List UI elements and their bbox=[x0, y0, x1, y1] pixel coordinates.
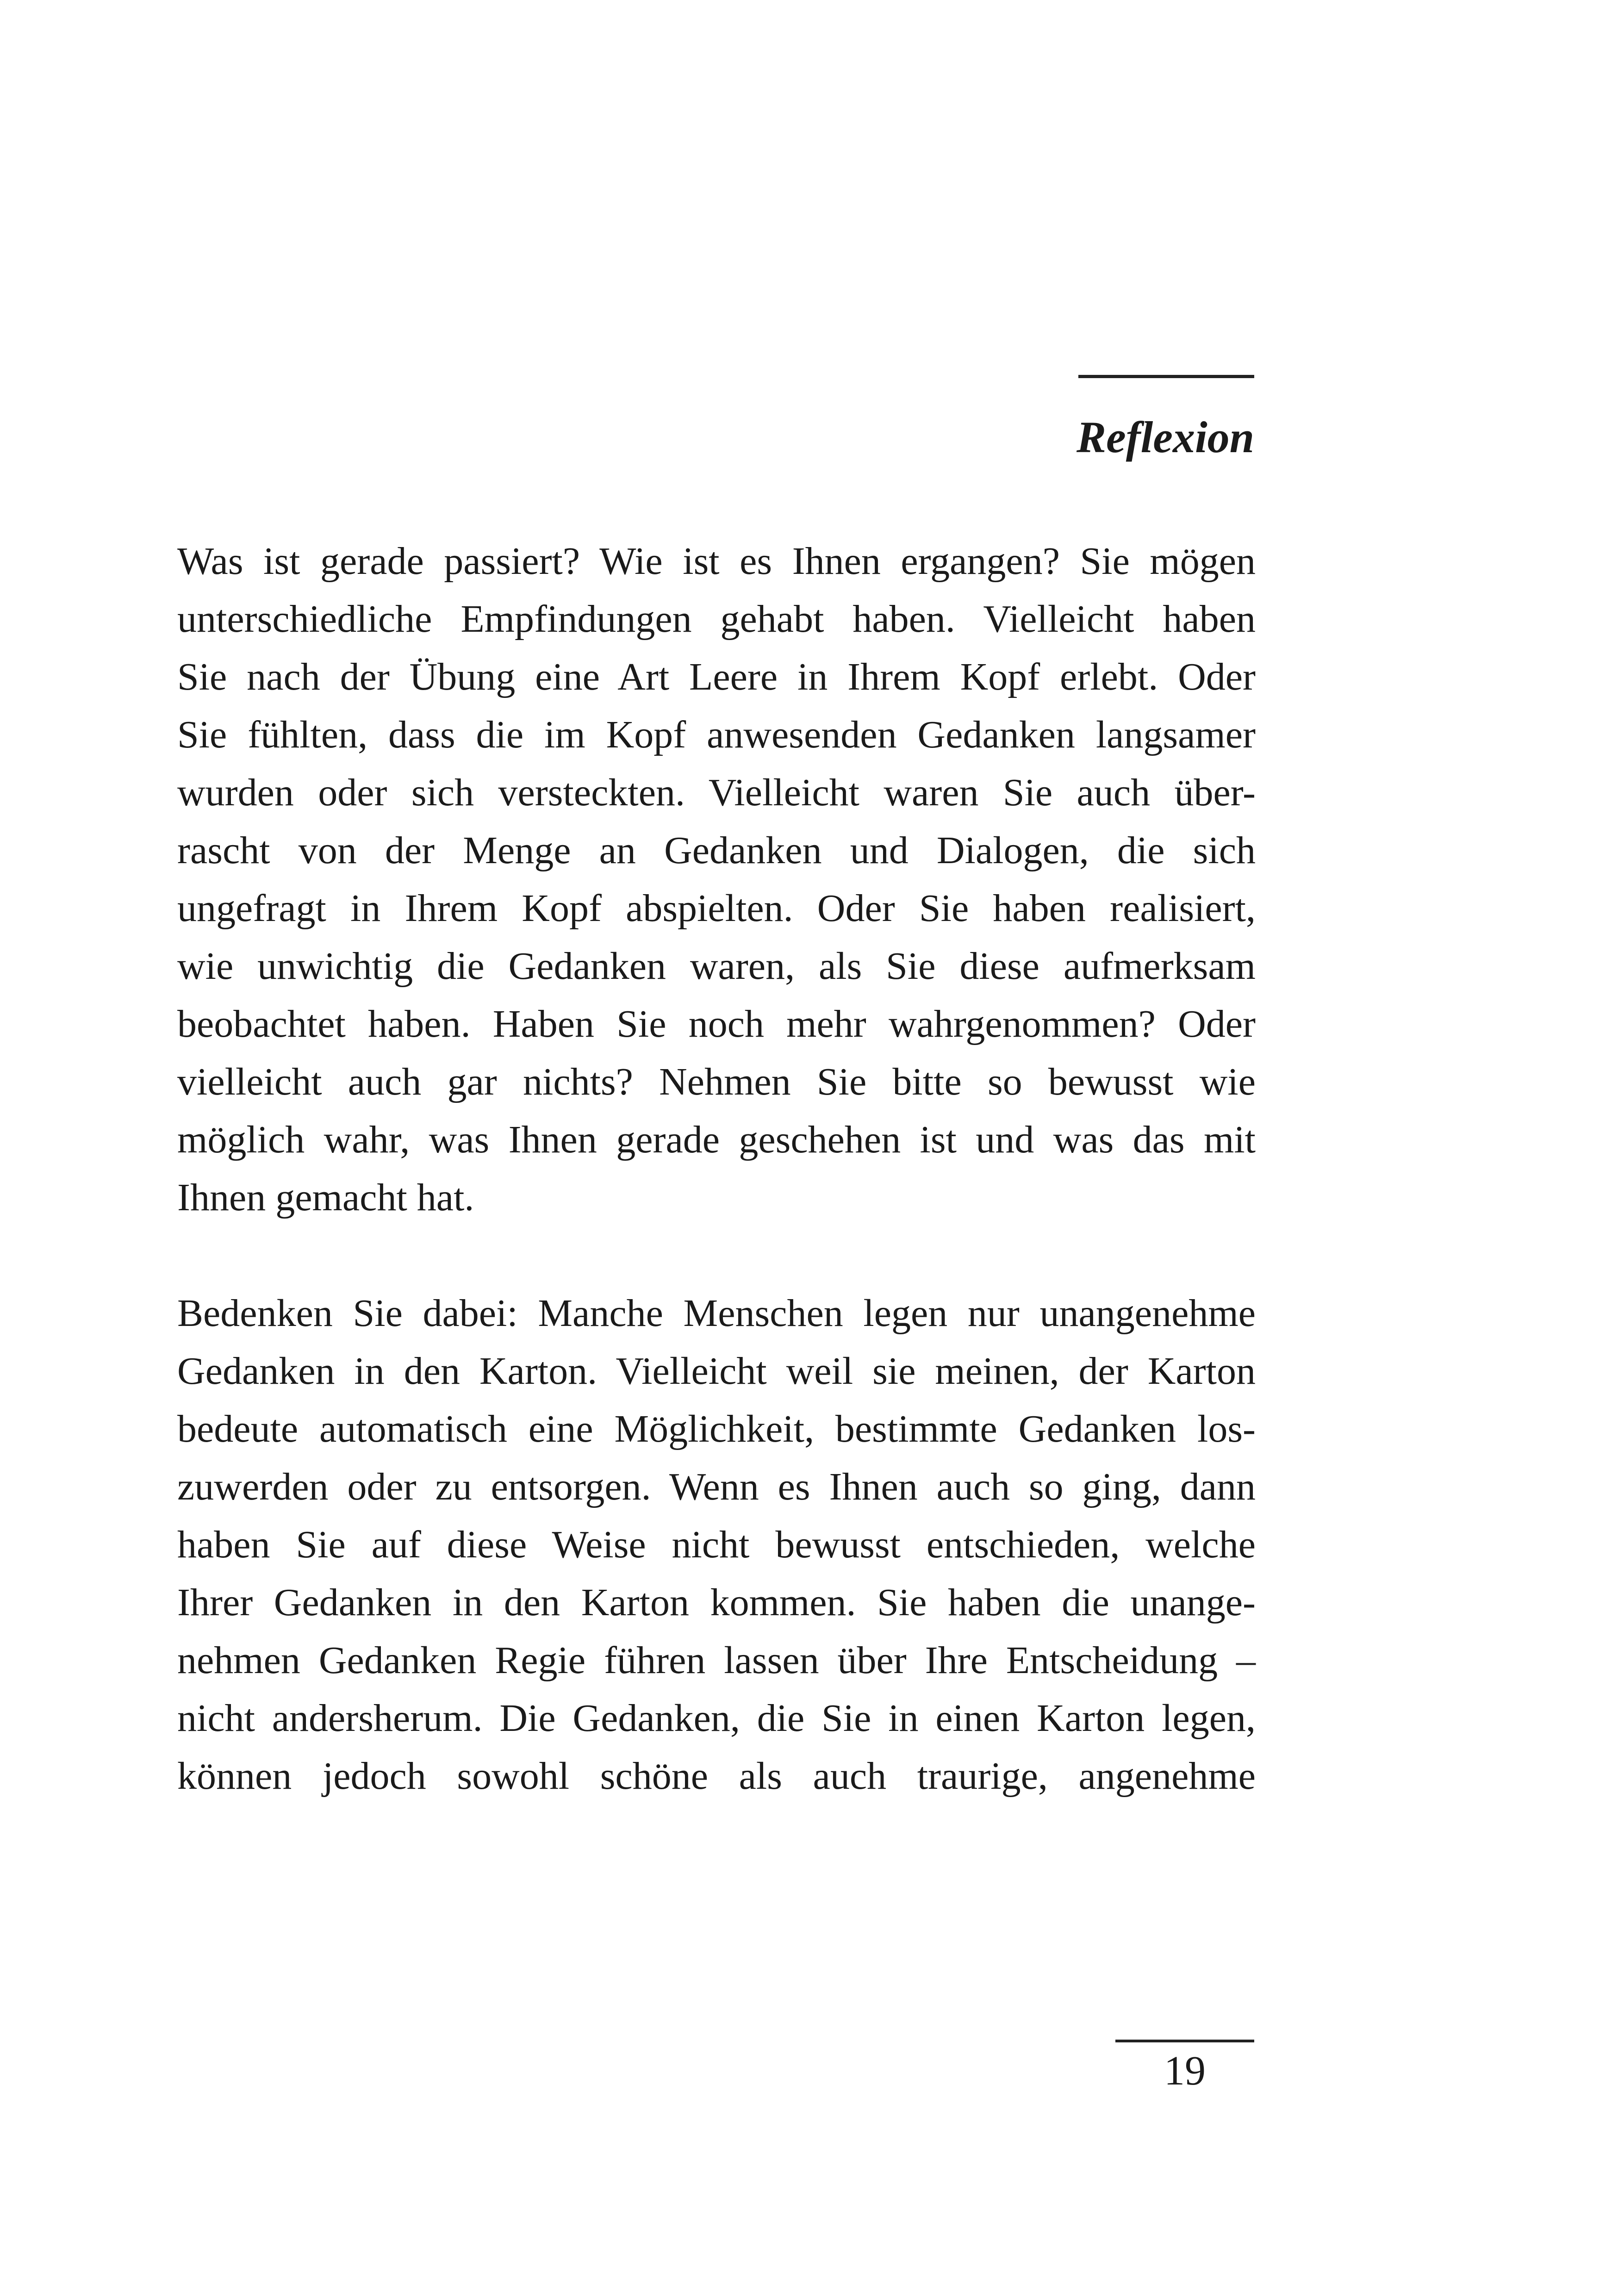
text-line: Gedanken in den Karton. Vielleicht weil sie meinen, der Karton bbox=[177, 1350, 1256, 1393]
paragraph-2 bbox=[177, 1284, 1256, 1805]
text-line: Was ist gerade passiert? Wie ist es Ihnen ergangen? Sie mögen bbox=[177, 540, 1256, 583]
page-number: 19 bbox=[1164, 2048, 1206, 2094]
text-line: Sie nach der Übung eine Art Leere in Ihrem Kopf erlebt. Oder bbox=[177, 655, 1256, 698]
text-line: nehmen Gedanken Regie führen lassen über Ihre Entscheidung – bbox=[177, 1639, 1256, 1682]
text-line: rascht von der Menge an Gedanken und Dialogen, die sich bbox=[177, 829, 1256, 872]
section-heading: Reflexion bbox=[1077, 412, 1254, 462]
text-line: nicht andersherum. Die Gedanken, die Sie in einen Karton legen, bbox=[177, 1697, 1256, 1740]
text-line: wurden oder sich versteckten. Vielleicht waren Sie auch über- bbox=[177, 771, 1256, 814]
text-line: haben Sie auf diese Weise nicht bewusst entschieden, welche bbox=[177, 1523, 1256, 1566]
heading-rule bbox=[1078, 375, 1254, 378]
text-line: möglich wahr, was Ihnen gerade geschehen ist und was das mit bbox=[177, 1118, 1256, 1161]
text-line: Ihrer Gedanken in den Karton kommen. Sie haben die unange- bbox=[177, 1581, 1256, 1624]
text-line: beobachtet haben. Haben Sie noch mehr wahrgenommen? Oder bbox=[177, 1002, 1256, 1045]
text-line: bedeute automatisch eine Möglichkeit, bestimmte Gedanken los- bbox=[177, 1407, 1256, 1450]
paragraph-1 bbox=[177, 532, 1256, 1226]
text-line: können jedoch sowohl schöne als auch traurige, angenehme bbox=[177, 1755, 1256, 1798]
page-number-rule bbox=[1115, 2040, 1254, 2042]
text-line: Bedenken Sie dabei: Manche Menschen legen nur unangenehme bbox=[177, 1292, 1256, 1335]
text-line: unterschiedliche Empfindungen gehabt haben. Vielleicht haben bbox=[177, 597, 1256, 641]
text-line: wie unwichtig die Gedanken waren, als Sie diese aufmerksam bbox=[177, 945, 1256, 988]
text-line: Sie fühlten, dass die im Kopf anwesenden Gedanken langsamer bbox=[177, 713, 1256, 756]
text-line: Ihnen gemacht hat. bbox=[177, 1176, 474, 1219]
text-line: vielleicht auch gar nichts? Nehmen Sie bitte so bewusst wie bbox=[177, 1060, 1256, 1103]
text-line: ungefragt in Ihrem Kopf abspielten. Oder Sie haben realisiert, bbox=[177, 887, 1256, 930]
body-text bbox=[177, 532, 1256, 1805]
text-line: zuwerden oder zu entsorgen. Wenn es Ihnen auch so ging, dann bbox=[177, 1465, 1256, 1508]
